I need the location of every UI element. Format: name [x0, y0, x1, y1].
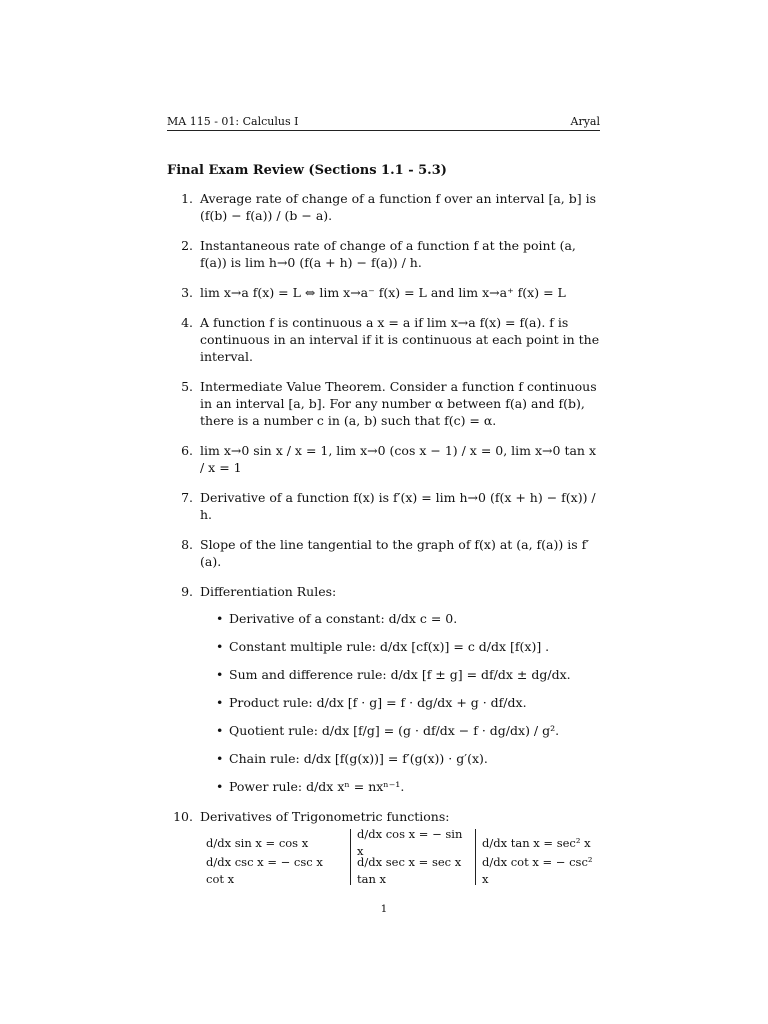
trig-cell: d/dx tan x = sec² x: [482, 835, 591, 850]
trig-cell: d/dx cot x = − csc² x: [482, 855, 593, 886]
review-list: [167, 190, 600, 898]
header-rule: [167, 130, 600, 131]
list-item: 2. Instantaneous rate of change of a function f at the point (a, f(a)) is lim h→0 (f(a + h) − f(a)) / h.: [181, 238, 576, 270]
list-item: 10. Derivatives of Trigonometric functions: d/dx sin x = cos x d/dx csc x = − csc x cot x d/dx cos x = − sin x d/dx sec x = sec x tan x d/dx tan x = sec² x d/dx cot x = − csc² x: [167, 808, 600, 885]
list-item: 7. Derivative of a function f(x) is f′(x) = lim h→0 (f(x + h) − f(x)) / h.: [181, 490, 596, 522]
page-title: Final Exam Review (Sections 1.1 - 5.3): [167, 163, 447, 178]
trig-cell: d/dx sin x = cos x: [206, 835, 309, 850]
list-item: 5. Intermediate Value Theorem. Consider a function f continuous in an interval [a, b]. For any number α between f(a) and f(b), there is a number c in (a, b) such that f(c) = α.: [181, 379, 597, 428]
trig-cell: d/dx sec x = sec x tan x: [357, 855, 462, 886]
rule-item: • Power rule: d/dx xⁿ = nxⁿ⁻¹.: [216, 778, 600, 795]
trig-derivatives-table: [200, 829, 600, 885]
trig-cell: d/dx cos x = − sin x: [357, 827, 463, 858]
rule-item: • Sum and difference rule: d/dx [f ± g] = df/dx ± dg/dx.: [216, 666, 600, 683]
rule-item: • Product rule: d/dx [f · g] = f · dg/dx + g · df/dx.: [216, 694, 600, 711]
trig-column: [350, 829, 475, 885]
trig-column: [475, 829, 605, 885]
list-item: 6. lim x→0 sin x / x = 1, lim x→0 (cos x − 1) / x = 0, lim x→0 tan x / x = 1: [181, 443, 596, 475]
author: Aryal: [570, 115, 600, 128]
list-item: 1. Average rate of change of a function f over an interval [a, b] is (f(b) − f(a)) / (b − a).: [181, 191, 596, 223]
rules-list: [200, 610, 600, 795]
list-item: 4. A function f is continuous a x = a if lim x→a f(x) = f(a). f is continuous in an interval if it is continuous at each point in the interval.: [181, 315, 600, 364]
trig-column: [200, 829, 350, 885]
rule-item: • Derivative of a constant: d/dx c = 0.: [216, 610, 600, 627]
page-number: 1: [380, 903, 388, 915]
trig-cell: d/dx csc x = − csc x cot x: [206, 855, 323, 886]
rule-item: • Chain rule: d/dx [f(g(x))] = f′(g(x)) · g′(x).: [216, 750, 600, 767]
course-title: MA 115 - 01: Calculus I: [167, 115, 299, 128]
rule-item: • Constant multiple rule: d/dx [cf(x)] = c d/dx [f(x)] .: [216, 638, 600, 655]
list-item: 8. Slope of the line tangential to the graph of f(x) at (a, f(a)) is f′(a).: [181, 537, 590, 569]
list-item: 3. lim x→a f(x) = L ⇔ lim x→a⁻ f(x) = L and lim x→a⁺ f(x) = L: [181, 285, 566, 300]
list-item: 9. Differentiation Rules: • Derivative of a constant: d/dx c = 0. • Constant multiple rule: d/dx [cf(x)] = c d/dx [f(x)] . • Sum and difference rule: d/dx [f ± g] = df/dx ± dg/dx. • Product rule: d/dx [f · g] = f · dg/dx + g · df/dx. • Quotient rule: d/dx [f/g] = (g · df/dx − f · dg/dx) / g². • Chain rule: d/dx [f(g(x))] = f′(g(x)) · g′(x). • Power rule: d/dx xⁿ = nxⁿ⁻¹.: [167, 583, 600, 795]
rule-item: • Quotient rule: d/dx [f/g] = (g · df/dx − f · dg/dx) / g².: [216, 722, 600, 739]
